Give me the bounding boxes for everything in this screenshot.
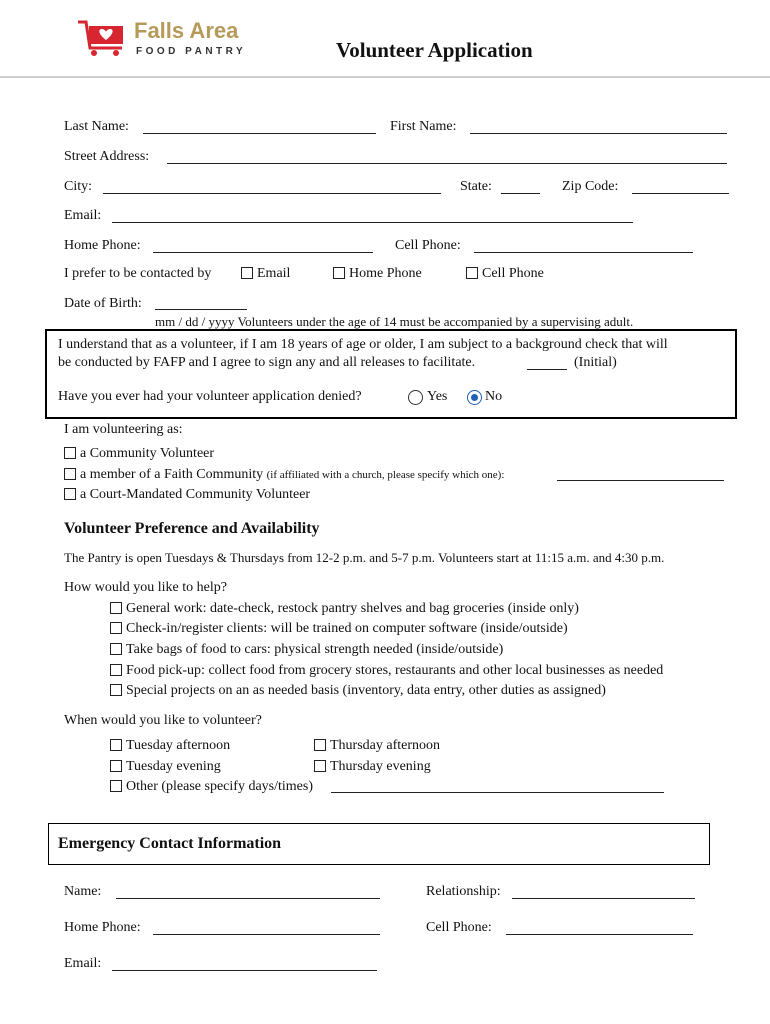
- logo-name: Falls Area: [134, 18, 239, 43]
- header-divider: [0, 76, 770, 78]
- emergency-cell-phone-field[interactable]: [506, 934, 693, 935]
- home-phone-field[interactable]: [153, 252, 373, 253]
- cell-phone-field[interactable]: [474, 252, 693, 253]
- help-checkin-checkbox[interactable]: [110, 622, 122, 634]
- other-times-checkbox[interactable]: [110, 780, 122, 792]
- emergency-cell-phone-label: Cell Phone:: [426, 920, 492, 935]
- emergency-name-label: Name:: [64, 884, 102, 899]
- cart-heart-icon: [76, 18, 128, 58]
- thursday-evening-checkbox[interactable]: [314, 760, 326, 772]
- pantry-hours: The Pantry is open Tuesdays & Thursdays from 12-2 p.m. and 5-7 p.m. Volunteers start at 11:15 a.m. and 4:30 p.m.: [64, 550, 665, 565]
- community-volunteer-label: a Community Volunteer: [80, 446, 215, 461]
- thursday-afternoon-checkbox[interactable]: [314, 739, 326, 751]
- denied-no-radio[interactable]: [467, 390, 482, 405]
- help-checkin-label: Check-in/register clients: will be trained on computer software (inside/outside): [126, 621, 568, 636]
- email-field[interactable]: [112, 222, 633, 223]
- faith-community-checkbox[interactable]: [64, 468, 76, 480]
- help-pickup-checkbox[interactable]: [110, 664, 122, 676]
- last-name-field[interactable]: [143, 133, 376, 134]
- emergency-name-field[interactable]: [116, 898, 380, 899]
- help-special-checkbox[interactable]: [110, 684, 122, 696]
- tuesday-evening-label: Tuesday evening: [126, 759, 221, 774]
- volunteering-as-heading: I am volunteering as:: [64, 422, 183, 437]
- dob-label: Date of Birth:: [64, 296, 142, 311]
- initial-field[interactable]: [527, 369, 567, 370]
- contact-home-label: Home Phone: [349, 266, 422, 281]
- dob-hint: mm / dd / yyyy Volunteers under the age of 14 must be accompanied by a supervising adult.: [155, 314, 634, 329]
- denied-yes-label: Yes: [427, 389, 448, 404]
- contact-cell-checkbox[interactable]: [466, 267, 478, 279]
- emergency-relationship-field[interactable]: [512, 898, 695, 899]
- state-field[interactable]: [501, 193, 540, 194]
- faith-community-note: (if affiliated with a church, please specify which one):: [266, 469, 505, 481]
- emergency-home-phone-field[interactable]: [153, 934, 380, 935]
- emergency-email-field[interactable]: [112, 970, 377, 971]
- dob-field[interactable]: [155, 309, 247, 310]
- zip-field[interactable]: [632, 193, 729, 194]
- contact-pref-label: I prefer to be contacted by: [64, 266, 212, 281]
- other-times-field[interactable]: [331, 792, 664, 793]
- thursday-evening-label: Thursday evening: [330, 759, 431, 774]
- court-mandated-checkbox[interactable]: [64, 488, 76, 500]
- court-mandated-label: a Court-Mandated Community Volunteer: [80, 487, 311, 502]
- emergency-heading: Emergency Contact Information: [58, 835, 282, 852]
- contact-home-checkbox[interactable]: [333, 267, 345, 279]
- state-label: State:: [460, 179, 492, 194]
- when-question: When would you like to volunteer?: [64, 713, 262, 728]
- help-bags-label: Take bags of food to cars: physical strength needed (inside/outside): [126, 642, 504, 657]
- city-label: City:: [64, 179, 93, 194]
- tuesday-afternoon-checkbox[interactable]: [110, 739, 122, 751]
- faith-community-label: [80, 467, 504, 483]
- community-volunteer-checkbox[interactable]: [64, 447, 76, 459]
- denied-question: Have you ever had your volunteer application denied?: [58, 389, 362, 404]
- preference-heading: Volunteer Preference and Availability: [64, 520, 320, 537]
- help-general-label: General work: date-check, restock pantry shelves and bag groceries (inside only): [126, 601, 579, 616]
- initial-label: (Initial): [574, 355, 617, 370]
- first-name-field[interactable]: [470, 133, 727, 134]
- help-bags-checkbox[interactable]: [110, 643, 122, 655]
- tuesday-evening-checkbox[interactable]: [110, 760, 122, 772]
- emergency-relationship-label: Relationship:: [426, 884, 501, 899]
- first-name-label: First Name:: [390, 119, 457, 134]
- email-label: Email:: [64, 208, 102, 223]
- street-label: Street Address:: [64, 149, 150, 164]
- agreement-line2: be conducted by FAFP and I agree to sign any and all releases to facilitate.: [58, 355, 476, 370]
- faith-community-text: a member of a Faith Community: [80, 467, 264, 482]
- contact-email-label: Email: [257, 266, 291, 281]
- thursday-afternoon-label: Thursday afternoon: [330, 738, 441, 753]
- zip-label: Zip Code:: [562, 179, 619, 194]
- logo: [76, 18, 256, 62]
- page-title: Volunteer Application: [336, 38, 533, 62]
- last-name-label: Last Name:: [64, 119, 129, 134]
- cell-phone-label: Cell Phone:: [395, 238, 461, 253]
- emergency-email-label: Email:: [64, 956, 102, 971]
- home-phone-label: Home Phone:: [64, 238, 141, 253]
- church-field[interactable]: [557, 480, 724, 481]
- agreement-line1: I understand that as a volunteer, if I am 18 years of age or older, I am subject to a background check that will: [58, 337, 668, 352]
- help-general-checkbox[interactable]: [110, 602, 122, 614]
- logo-subtitle: FOOD PANTRY: [136, 46, 247, 57]
- denied-no-label: No: [485, 389, 503, 404]
- denied-yes-radio[interactable]: [408, 390, 423, 405]
- contact-cell-label: Cell Phone: [482, 266, 544, 281]
- contact-email-checkbox[interactable]: [241, 267, 253, 279]
- help-special-label: Special projects on an as needed basis (inventory, data entry, other duties as assigned): [126, 683, 606, 698]
- tuesday-afternoon-label: Tuesday afternoon: [126, 738, 231, 753]
- help-pickup-label: Food pick-up: collect food from grocery stores, restaurants and other local businesses as needed: [126, 663, 664, 678]
- emergency-home-phone-label: Home Phone:: [64, 920, 141, 935]
- street-field[interactable]: [167, 163, 727, 164]
- other-times-label: Other (please specify days/times): [126, 779, 313, 794]
- city-field[interactable]: [103, 193, 441, 194]
- help-question: How would you like to help?: [64, 580, 227, 595]
